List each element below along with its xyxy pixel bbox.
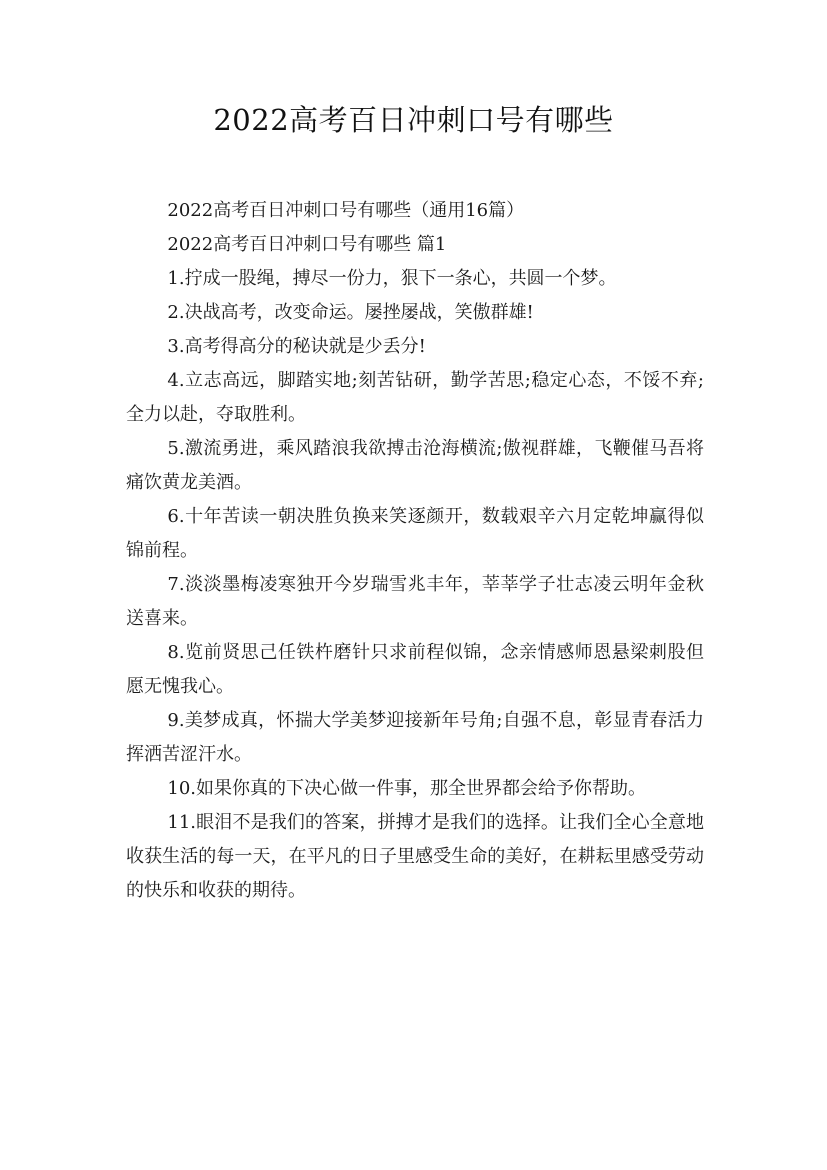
slogan-item-3: 3.高考得高分的秘诀就是少丢分! bbox=[167, 336, 426, 357]
document-subtitle: 2022高考百日冲刺口号有哪些（通用16篇） bbox=[167, 200, 525, 221]
slogan-item-9: 9.美梦成真，怀揣大学美梦迎接新年号角;自强不息，彰显青春活力挥洒苦涩汗水。 bbox=[126, 710, 704, 765]
section-heading: 2022高考百日冲刺口号有哪些 篇1 bbox=[167, 234, 447, 255]
slogan-item-11: 11.眼泪不是我们的答案，拼搏才是我们的选择。让我们全心全意地收获生活的每一天，在平凡的日子里感受生命的美好，在耕耘里感受劳动的快乐和收获的期待。 bbox=[126, 812, 704, 901]
slogan-item-2: 2.决战高考，改变命运。屡挫屡战，笑傲群雄! bbox=[167, 302, 534, 323]
document-title: 2022高考百日冲刺口号有哪些 bbox=[213, 103, 614, 137]
slogan-item-8: 8.览前贤思己任铁杵磨针只求前程似锦，念亲情感师恩悬梁刺股但愿无愧我心。 bbox=[126, 642, 704, 697]
slogan-item-7: 7.淡淡墨梅凌寒独开今岁瑞雪兆丰年，莘莘学子壮志凌云明年金秋送喜来。 bbox=[126, 574, 704, 629]
document-body bbox=[126, 194, 704, 908]
slogan-item-1: 1.拧成一股绳，搏尽一份力，狠下一条心，共圆一个梦。 bbox=[167, 268, 617, 289]
slogan-item-4: 4.立志高远，脚踏实地;刻苦钻研，勤学苦思;稳定心态，不馁不弃;全力以赴，夺取胜利。 bbox=[126, 370, 704, 425]
slogan-item-10: 10.如果你真的下决心做一件事，那全世界都会给予你帮助。 bbox=[167, 778, 647, 799]
slogan-item-6: 6.十年苦读一朝决胜负换来笑逐颜开，数载艰辛六月定乾坤赢得似锦前程。 bbox=[126, 506, 704, 561]
slogan-item-5: 5.激流勇进，乘风踏浪我欲搏击沧海横流;傲视群雄，飞鞭催马吾将痛饮黄龙美酒。 bbox=[126, 438, 704, 493]
